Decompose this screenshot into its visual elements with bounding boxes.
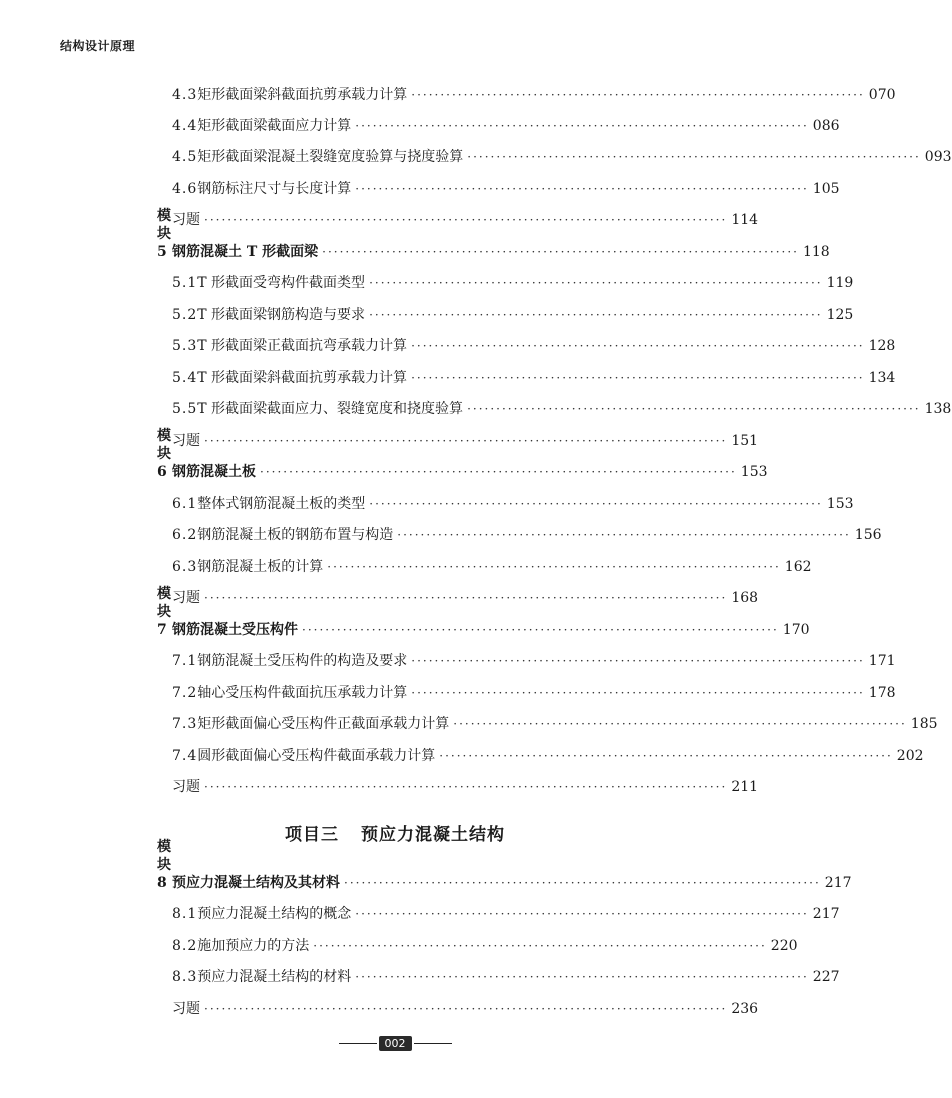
toc-entry-8-2[interactable] xyxy=(172,929,798,955)
part-title: 预应力混凝土结构 xyxy=(361,825,505,845)
exercise-title: 习题 xyxy=(172,779,200,795)
toc-entry-7-4[interactable] xyxy=(172,739,924,765)
page-ref: 151 xyxy=(731,433,759,449)
page-ref: 070 xyxy=(868,87,896,103)
section-title: T 形截面梁钢筋构造与要求 xyxy=(197,307,366,323)
section-number: 7.1 xyxy=(172,653,198,669)
page-ref: 202 xyxy=(896,748,924,764)
page-number-label: 002 xyxy=(379,1036,412,1051)
page-ref: 211 xyxy=(731,779,759,795)
leader-dots: ·················································································· xyxy=(322,245,799,259)
page-ref: 118 xyxy=(802,244,830,260)
page-ref: 128 xyxy=(868,338,896,354)
page-ref: 217 xyxy=(824,875,852,891)
leader-dots: ·············································································· xyxy=(411,88,865,102)
toc-entry-exercise[interactable] xyxy=(172,770,759,796)
toc-entry-6-3[interactable] xyxy=(172,550,812,576)
module-number: 模块 8 xyxy=(157,839,172,891)
section-title: 矩形截面梁混凝土裂缝宽度验算与挠度验算 xyxy=(197,149,464,165)
toc-entry-5-4[interactable] xyxy=(172,361,896,387)
page-ref: 153 xyxy=(740,464,768,480)
page-ref: 105 xyxy=(812,181,840,197)
module-title: 钢筋混凝土板 xyxy=(172,464,256,480)
leader-dots: ·············································································· xyxy=(355,970,809,984)
toc-entry-exercise[interactable] xyxy=(172,203,759,229)
section-number: 4.4 xyxy=(172,118,198,134)
page-ref: 220 xyxy=(770,938,798,954)
leader-dots: ·························································································· xyxy=(204,780,728,794)
section-number: 7.3 xyxy=(172,716,198,732)
leader-dots: ·················································································· xyxy=(344,876,821,890)
page-ref: 125 xyxy=(826,307,854,323)
leader-dots: ·············································································· xyxy=(467,150,921,164)
page-ref: 170 xyxy=(782,622,810,638)
section-title: T 形截面梁正截面抗弯承载力计算 xyxy=(197,338,408,354)
toc-entry-7-2[interactable] xyxy=(172,676,896,702)
section-number: 8.2 xyxy=(172,938,198,954)
module-number: 模块 6 xyxy=(157,428,172,480)
section-title: 矩形截面偏心受压构件正截面承载力计算 xyxy=(197,716,450,732)
section-number: 6.1 xyxy=(172,496,198,512)
leader-dots: ·············································································· xyxy=(411,339,865,353)
part-heading xyxy=(0,820,790,845)
section-title: 钢筋混凝土板的钢筋布置与构造 xyxy=(197,527,394,543)
page-ref: 093 xyxy=(924,149,952,165)
toc-entry-5-1[interactable] xyxy=(172,266,854,292)
page-ref: 138 xyxy=(924,401,952,417)
leader-dots: ·············································································· xyxy=(439,749,893,763)
toc-entry-5-3[interactable] xyxy=(172,329,896,355)
section-number: 7.4 xyxy=(172,748,198,764)
exercise-title: 习题 xyxy=(172,590,200,606)
section-number: 5.3 xyxy=(172,338,198,354)
section-number: 8.1 xyxy=(172,906,198,922)
page-ref: 119 xyxy=(826,275,854,291)
leader-dots: ·························································································· xyxy=(204,213,728,227)
toc-entry-4-6[interactable] xyxy=(172,172,840,198)
toc-entry-4-3[interactable] xyxy=(172,78,896,104)
page-number xyxy=(0,1036,790,1051)
toc-entry-5-5[interactable] xyxy=(172,392,952,418)
leader-dots: ·························································································· xyxy=(204,591,728,605)
leader-dots: ·················································································· xyxy=(302,623,779,637)
page-ref: 156 xyxy=(854,527,882,543)
leader-dots: ·················································································· xyxy=(260,465,737,479)
section-number: 8.3 xyxy=(172,969,198,985)
page-ref: 217 xyxy=(812,906,840,922)
leader-dots: ·············································································· xyxy=(369,276,823,290)
section-title: T 形截面受弯构件截面类型 xyxy=(197,275,366,291)
leader-dots: ·············································································· xyxy=(397,528,851,542)
section-number: 4.3 xyxy=(172,87,198,103)
leader-dots: ·············································································· xyxy=(411,371,865,385)
leader-dots: ·············································································· xyxy=(453,717,907,731)
section-title: 钢筋标注尺寸与长度计算 xyxy=(197,181,352,197)
leader-dots: ·············································································· xyxy=(355,119,809,133)
leader-dots: ·························································································· xyxy=(204,1002,728,1016)
section-number: 6.3 xyxy=(172,559,198,575)
module-number: 模块 5 xyxy=(157,208,172,260)
page-ref: 236 xyxy=(731,1001,759,1017)
section-number: 4.5 xyxy=(172,149,198,165)
module-title: 预应力混凝土结构及其材料 xyxy=(172,875,340,891)
toc-entry-4-4[interactable] xyxy=(172,109,840,135)
page-ref: 114 xyxy=(731,212,759,228)
page-ref: 134 xyxy=(868,370,896,386)
toc-entry-8-1[interactable] xyxy=(172,897,840,923)
module-title: 钢筋混凝土 T 形截面梁 xyxy=(172,244,319,260)
section-number: 7.2 xyxy=(172,685,198,701)
section-number: 5.5 xyxy=(172,401,198,417)
module-title: 钢筋混凝土受压构件 xyxy=(172,622,298,638)
page-ref: 162 xyxy=(784,559,812,575)
page-ref: 171 xyxy=(868,653,896,669)
leader-dots: ·············································································· xyxy=(355,182,809,196)
leader-dots: ·············································································· xyxy=(327,560,781,574)
section-title: 轴心受压构件截面抗压承载力计算 xyxy=(197,685,408,701)
toc-entry-7-1[interactable] xyxy=(172,644,896,670)
section-number: 5.2 xyxy=(172,307,198,323)
exercise-title: 习题 xyxy=(172,1001,200,1017)
page-number-rule-right xyxy=(414,1043,452,1044)
exercise-title: 习题 xyxy=(172,433,200,449)
leader-dots: ·························································································· xyxy=(204,434,728,448)
toc-entry-6-2[interactable] xyxy=(172,518,882,544)
toc-entry-6-1[interactable] xyxy=(172,487,854,513)
section-title: T 形截面梁斜截面抗剪承载力计算 xyxy=(197,370,408,386)
leader-dots: ·············································································· xyxy=(411,654,865,668)
page-ref: 178 xyxy=(868,685,896,701)
module-number: 模块 7 xyxy=(157,586,172,638)
toc-entry-8-3[interactable] xyxy=(172,960,840,986)
section-title: 整体式钢筋混凝土板的类型 xyxy=(197,496,366,512)
section-number: 6.2 xyxy=(172,527,198,543)
leader-dots: ·············································································· xyxy=(355,907,809,921)
part-label: 项目三 xyxy=(285,825,339,845)
section-title: 钢筋混凝土板的计算 xyxy=(197,559,324,575)
section-title: 矩形截面梁斜截面抗剪承载力计算 xyxy=(197,87,408,103)
toc-entry-7-3[interactable] xyxy=(172,707,938,733)
page-ref: 168 xyxy=(731,590,759,606)
page-ref: 086 xyxy=(812,118,840,134)
section-title: 施加预应力的方法 xyxy=(197,938,310,954)
page-ref: 185 xyxy=(910,716,938,732)
page-ref: 227 xyxy=(812,969,840,985)
exercise-title: 习题 xyxy=(172,212,200,228)
leader-dots: ·············································································· xyxy=(369,308,823,322)
page-number-rule-left xyxy=(339,1043,377,1044)
toc-entry-module-8[interactable] xyxy=(157,839,852,892)
section-title: 预应力混凝土结构的材料 xyxy=(197,969,352,985)
section-title: 钢筋混凝土受压构件的构造及要求 xyxy=(197,653,408,669)
running-head: 结构设计原理 xyxy=(60,39,136,53)
toc-entry-exercise[interactable] xyxy=(172,581,759,607)
section-number: 4.6 xyxy=(172,181,198,197)
toc-entry-exercise[interactable] xyxy=(172,424,759,450)
leader-dots: ·············································································· xyxy=(313,939,767,953)
section-title: 矩形截面梁截面应力计算 xyxy=(197,118,352,134)
toc-entry-5-2[interactable] xyxy=(172,298,854,324)
leader-dots: ·············································································· xyxy=(467,402,921,416)
leader-dots: ·············································································· xyxy=(411,686,865,700)
toc-entry-4-5[interactable] xyxy=(172,140,952,166)
section-number: 5.4 xyxy=(172,370,198,386)
section-title: T 形截面梁截面应力、裂缝宽度和挠度验算 xyxy=(197,401,464,417)
section-number: 5.1 xyxy=(172,275,198,291)
section-title: 预应力混凝土结构的概念 xyxy=(197,906,352,922)
toc-entry-exercise[interactable] xyxy=(172,992,759,1018)
section-title: 圆形截面偏心受压构件截面承载力计算 xyxy=(197,748,436,764)
page-ref: 153 xyxy=(826,496,854,512)
leader-dots: ·············································································· xyxy=(369,497,823,511)
